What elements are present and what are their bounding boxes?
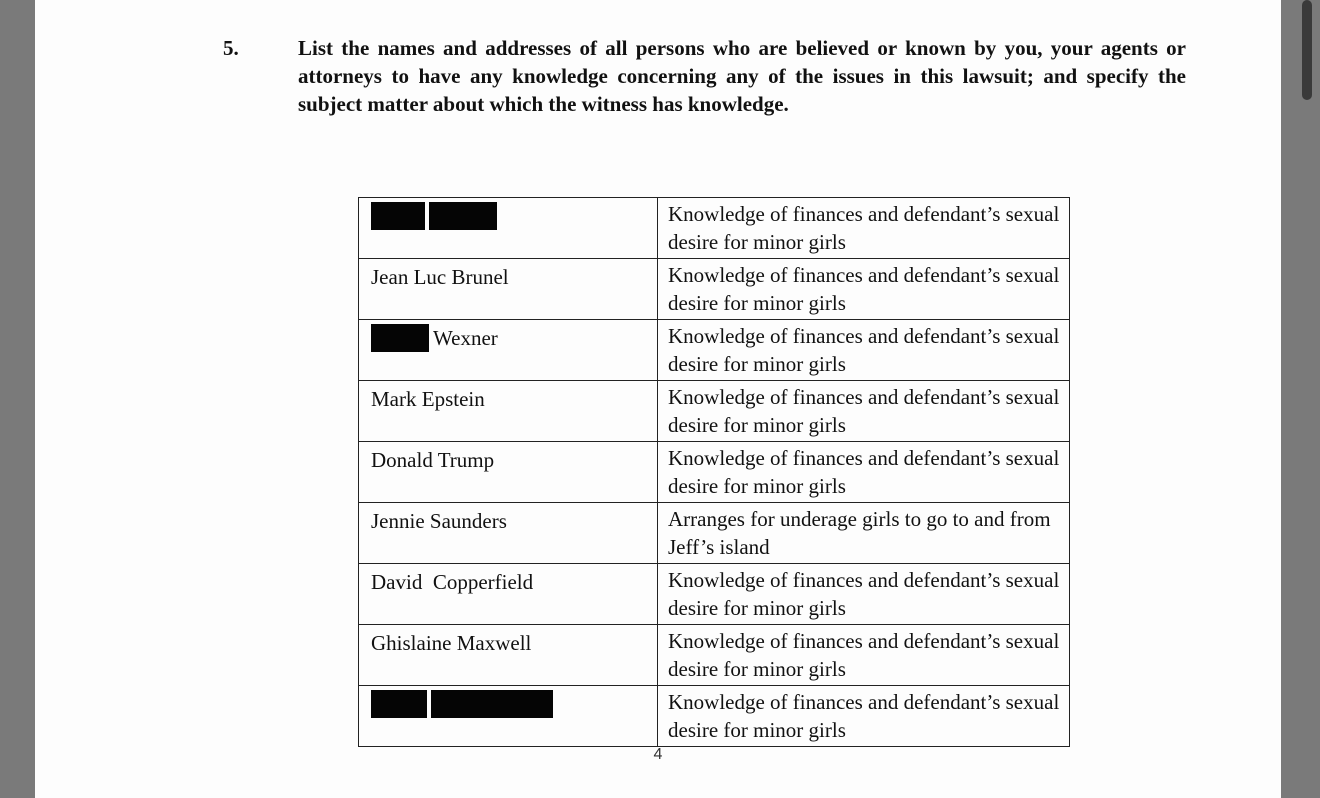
witness-name: Jean Luc Brunel [371,265,509,289]
table-row [359,564,1070,625]
redaction-block [371,690,427,718]
redaction-block [371,324,429,352]
witness-name-cell [359,442,658,503]
witness-table [358,197,1070,747]
witness-knowledge: Knowledge of finances and defendant’s sexual desire for minor girls [658,625,1070,686]
witness-name: Mark Epstein [371,387,485,411]
table-row [359,442,1070,503]
witness-knowledge: Knowledge of finances and defendant’s sexual desire for minor girls [658,442,1070,503]
witness-name-cell [359,259,658,320]
witness-knowledge: Knowledge of finances and defendant’s sexual desire for minor girls [658,381,1070,442]
witness-name: Donald Trump [371,448,495,472]
witness-name-cell [359,625,658,686]
witness-knowledge: Knowledge of finances and defendant’s sexual desire for minor girls [658,686,1070,747]
document-page [35,0,1281,798]
witness-name: Ghislaine Maxwell [371,631,532,655]
witness-name-cell [359,503,658,564]
scrollbar[interactable] [1296,0,1320,798]
witness-name-cell [359,320,658,381]
witness-knowledge: Knowledge of finances and defendant’s sexual desire for minor girls [658,259,1070,320]
witness-knowledge: Knowledge of finances and defendant’s sexual desire for minor girls [658,198,1070,259]
table-row [359,320,1070,381]
witness-name-cell [359,564,658,625]
witness-name: Wexner [433,326,498,350]
witness-name: David Copperfield [371,570,534,594]
table-row [359,503,1070,564]
witness-knowledge: Knowledge of finances and defendant’s sexual desire for minor girls [658,564,1070,625]
question-text: List the names and addresses of all persons who are believed or known by you, your agents or attorneys to have any knowledge concerning any of the issues in this lawsuit; and specify the subject matter about which the witness has knowledge. [298,36,1186,116]
witness-name-cell [359,198,658,259]
table-row [359,686,1070,747]
scrollbar-thumb[interactable] [1302,0,1312,100]
witness-knowledge: Arranges for underage girls to go to and from Jeff’s island [658,503,1070,564]
witness-name-cell [359,381,658,442]
witness-name-cell [359,686,658,747]
question-number: 5. [223,36,239,60]
table-row [359,198,1070,259]
table-row [359,259,1070,320]
page-number: 4 [653,746,663,763]
witness-name: Jennie Saunders [371,509,507,533]
redaction-block [431,690,553,718]
witness-knowledge: Knowledge of finances and defendant’s sexual desire for minor girls [658,320,1070,381]
table-row [359,625,1070,686]
redaction-block [429,202,497,230]
redaction-block [371,202,425,230]
table-row [359,381,1070,442]
